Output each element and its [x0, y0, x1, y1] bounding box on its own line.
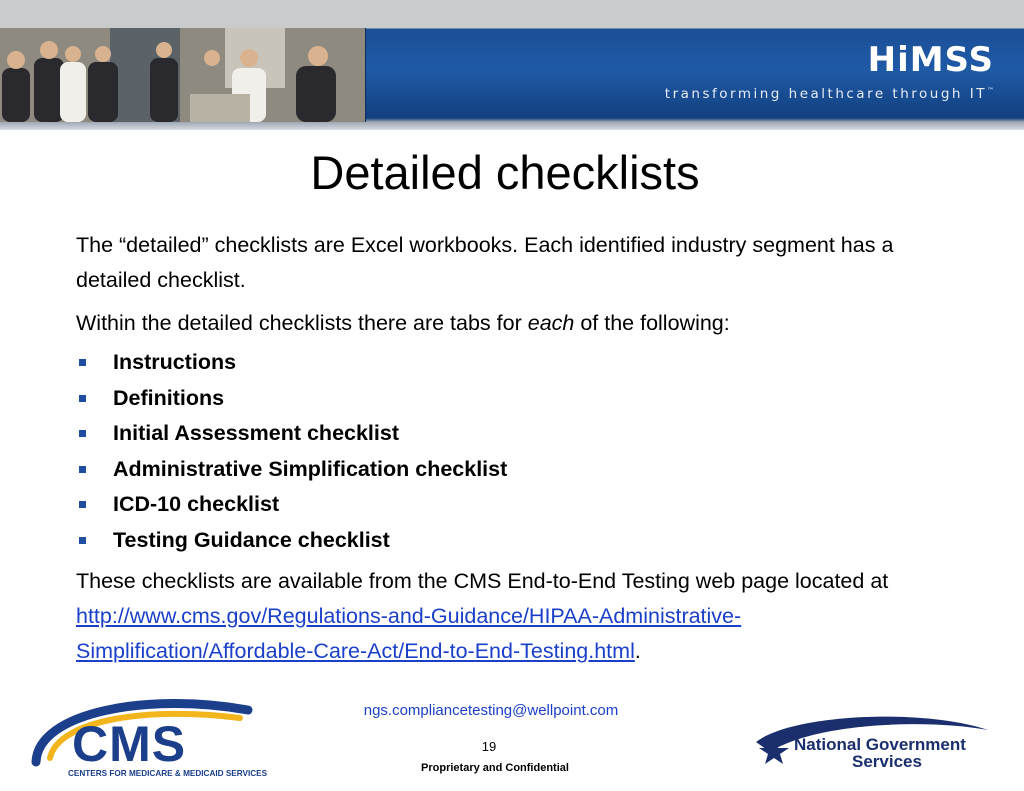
- cms-logo-subtitle: CENTERS FOR MEDICARE & MEDICAID SERVICES: [68, 769, 268, 778]
- page-number: 19: [481, 739, 497, 754]
- intro-paragraph: The “detailed” checklists are Excel workbooks. Each identified industry segment has a detailed checklist.: [76, 233, 894, 292]
- cms-logo: [28, 692, 298, 782]
- himss-logo-tagline: transforming healthcare through IT™: [664, 86, 994, 102]
- list-item: ICD-10 checklist: [76, 487, 956, 523]
- square-bullet-icon: [79, 359, 86, 366]
- square-bullet-icon: [79, 395, 86, 402]
- square-bullet-icon: [79, 537, 86, 544]
- tabs-paragraph: Within the detailed checklists there are tabs for each of the following:: [76, 311, 730, 335]
- cms-end-to-end-testing-link[interactable]: http://www.cms.gov/Regulations-and-Guidance/HIPAA-Administrative-Simplification/Affordable-Care-Act/End-to-End-Testing.html: [76, 604, 742, 663]
- list-item: Instructions: [76, 345, 956, 381]
- himss-logo-word: HiMSS: [867, 40, 994, 80]
- list-item: Initial Assessment checklist: [76, 416, 956, 452]
- emphasis-each: each: [527, 311, 575, 335]
- slide-title: Detailed checklists: [310, 146, 700, 199]
- header-banner: [0, 0, 1024, 130]
- header-photo: [0, 28, 366, 122]
- header-top-strip: [0, 0, 1024, 28]
- ngs-logo-line2: Services: [852, 752, 922, 771]
- tabs-list: [76, 345, 956, 558]
- square-bullet-icon: [79, 501, 86, 508]
- list-item: Administrative Simplification checklist: [76, 452, 956, 488]
- square-bullet-icon: [79, 466, 86, 473]
- ngs-logo: [752, 712, 992, 772]
- availability-paragraph: These checklists are available from the CMS End-to-End Testing web page located at http://www.cms.gov/Regulations-and-Guidance/HIPAA-Administrative-Simplification/Affordable-Care-Act/End-to-End-Testing.html.: [76, 569, 889, 663]
- contact-email-link[interactable]: ngs.compliancetesting@wellpoint.com: [363, 702, 619, 719]
- slide-body: [76, 228, 956, 669]
- list-item: Definitions: [76, 381, 956, 417]
- cms-logo-word: CMS: [72, 716, 187, 772]
- list-item: Testing Guidance checklist: [76, 523, 956, 559]
- ngs-logo-line1: National Government: [794, 735, 966, 754]
- himss-logo: [664, 40, 994, 110]
- confidential-notice: Proprietary and Confidential: [421, 762, 569, 774]
- square-bullet-icon: [79, 430, 86, 437]
